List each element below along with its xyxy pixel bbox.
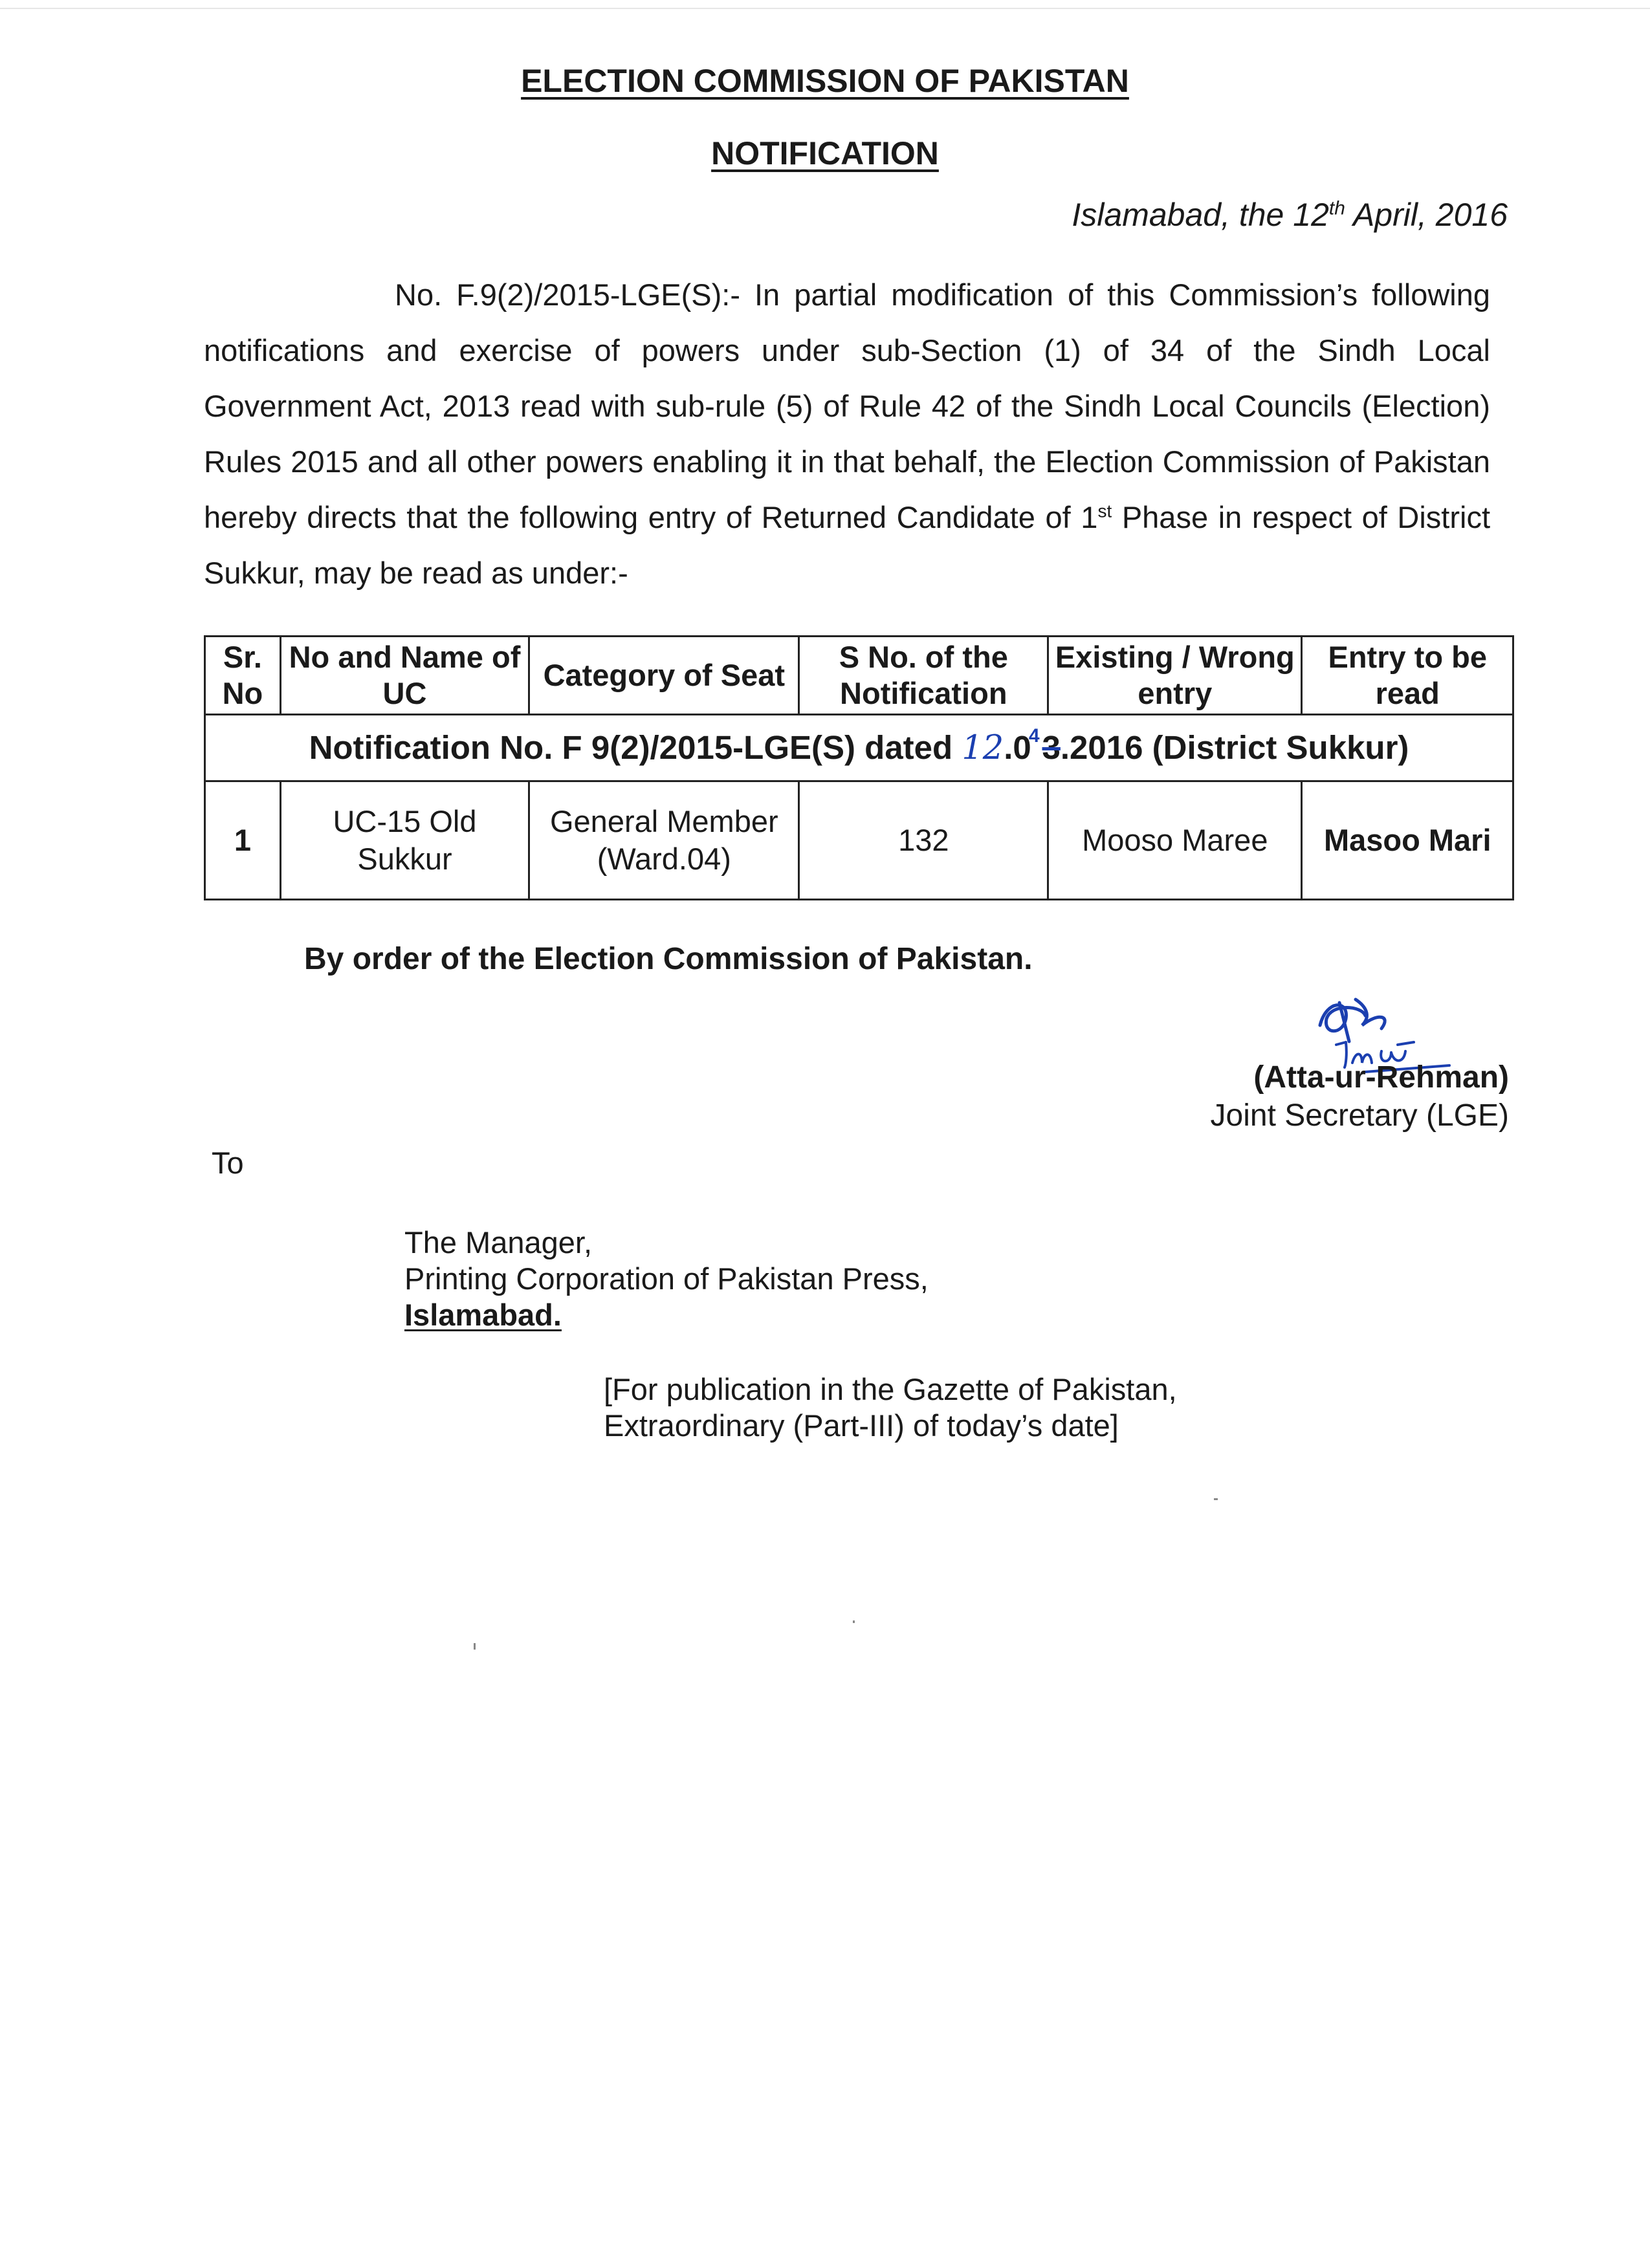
body-paragraph [204, 267, 1490, 601]
header-existing: Existing / Wrong entry [1048, 637, 1302, 715]
recipient-line-1: The Manager, [404, 1225, 593, 1259]
cell-existing: Mooso Maree [1048, 781, 1302, 900]
notification-ref-suffix: .2016 (District Sukkur) [1060, 729, 1409, 766]
handwritten-day: 12 [962, 729, 1004, 767]
cell-entry: Masoo Mari [1302, 781, 1513, 900]
order-line: By order of the Election Commission of Pakistan. [304, 942, 1033, 976]
gazette-line-2: Extraordinary (Part-III) of today’s date] [604, 1408, 1119, 1443]
cell-uc: UC-15 Old Sukkur [280, 781, 529, 900]
scan-edge-line [0, 8, 1650, 9]
body-text-main: No. F.9(2)/2015-LGE(S):- In partial modification of this Commission’s following notifications and exercise of powers under sub-Section (1) of 34 of the Sindh Local Government Act, 2013 read with sub-rule (5) of Rule 42 of the Sindh Local Councils (Election) Rules 2015 and all other powers enabling it in that behalf, the Election Commission of Pakistan hereby directs that the following entry of Returned Candidate of 1 [204, 278, 1490, 534]
organization-title: ELECTION COMMISSION OF PAKISTAN [521, 63, 1129, 99]
body-text-end: Phase in respect of District Sukkur, may be read as under:- [204, 500, 1490, 590]
gazette-note [604, 1371, 1177, 1444]
scan-speck [1214, 1498, 1218, 1500]
date-prefix: Islamabad, the 12 [1072, 197, 1329, 233]
gazette-line-1: [For publication in the Gazette of Pakistan, [604, 1372, 1177, 1406]
scan-speck [853, 1620, 855, 1623]
header-uc: No and Name of UC [280, 637, 529, 715]
header-entry: Entry to be read [1302, 637, 1513, 715]
cell-category: General Member (Ward.04) [529, 781, 799, 900]
signer-designation: Joint Secretary (LGE) [1210, 1098, 1509, 1133]
header-category: Category of Seat [529, 637, 799, 715]
struck-month-digit: 3 [1042, 729, 1061, 766]
signer-name: (Atta-ur-Rehman) [1253, 1060, 1509, 1095]
notification-ref-prefix: Notification No. F 9(2)/2015-LGE(S) dated [309, 729, 962, 766]
table-row [205, 781, 1513, 900]
notification-reference-row [205, 715, 1513, 781]
cell-sr-no: 1 [205, 781, 281, 900]
scan-speck [474, 1643, 476, 1650]
recipient-address [404, 1225, 929, 1333]
header-s-no: S No. of the Notification [799, 637, 1048, 715]
body-ordinal: st [1097, 501, 1112, 521]
amendment-table [204, 635, 1514, 900]
cell-s-no: 132 [799, 781, 1048, 900]
handwritten-month-correction: 4 [1028, 725, 1040, 747]
document-type-heading: NOTIFICATION [711, 135, 939, 171]
notification-reference-cell [205, 715, 1513, 781]
header-sr-no: Sr. No [205, 637, 281, 715]
recipient-city: Islamabad. [404, 1298, 562, 1332]
date-line [1072, 196, 1508, 234]
recipient-line-2: Printing Corporation of Pakistan Press, [404, 1261, 929, 1296]
date-suffix: April, 2016 [1345, 197, 1508, 233]
to-label: To [212, 1146, 244, 1180]
table-header-row [205, 637, 1513, 715]
date-ordinal: th [1328, 197, 1345, 219]
notification-ref-mid: .0 [1004, 729, 1031, 766]
